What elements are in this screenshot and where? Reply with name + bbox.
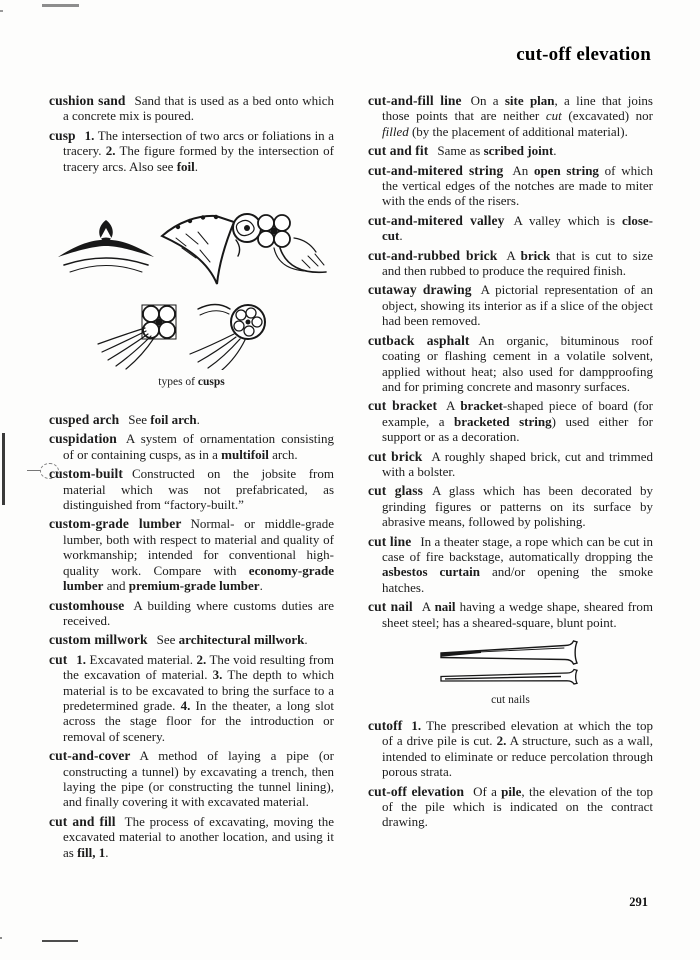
scan-speck [0,10,3,12]
dictionary-entry: cut nail A nail having a wedge shape, sheared from sheet steel; has a sheared-square, blunt point. [368,599,654,630]
dictionary-entry: cut-and-rubbed brick A brick that is cut to size and then rubbed to produce the required finish. [368,247,653,279]
entry-term: cut bracket [368,398,438,414]
entry-term: cut nail [368,599,413,615]
dictionary-entry: custom millwork See architectural millwork. [49,632,308,648]
cut-nails-illustration [369,640,653,688]
page-number: 291 [629,895,648,909]
dictionary-entry: cuspidation A system of ornamentation consisting of or containing cusps, as in a multifoil arch. [49,431,334,462]
pencil-annotation-circle [40,463,59,479]
entry-term: cushion sand [49,93,126,108]
entry-term: cut-and-rubbed brick [368,247,498,263]
dictionary-entry: customhouse A building where customs duties are received. [49,597,334,628]
dictionary-entry: cut-and-mitered valley A valley which is close-cut. [368,212,653,244]
pencil-annotation-dash [27,470,40,471]
dictionary-entry: cut and fill The process of excavating, moving the excavated material to another location, and using it as fill, 1. [49,813,335,860]
scan-mark-bottom [42,940,78,942]
dictionary-entry: cut-off elevation Of a pile, the elevation of the top of the pile which is indicated on the contract drawing. [368,783,653,830]
entry-term: cut [49,651,68,667]
dictionary-entry: cut brick A roughly shaped brick, cut and trimmed with a bolster. [368,448,653,479]
entry-term: cut brick [368,448,423,464]
entry-term: cut and fill [49,813,116,829]
entry-term: cut-and-mitered valley [368,212,505,228]
dictionary-entry: cut and fit Same as scribed joint. [368,143,557,159]
cusps-figure [49,210,334,388]
entry-term: cutaway drawing [368,282,472,298]
dictionary-entry: custom-built Constructed on the jobsite from material which was not prefabricated, as distinguished from “factory-built.” [49,466,334,513]
entry-term: cut line [368,533,412,549]
types-of-cusps-illustration [50,210,334,370]
dictionary-entry: cutback asphalt An organic, bituminous roof coating or flashing cement in a volatile solvent, applied without heat; also used for dampproofing and for priming concrete and masonry surfaces. [368,332,653,394]
entry-term: custom millwork [49,632,148,648]
entry-term: custom-grade lumber [49,516,182,532]
entry-term: cutback asphalt [368,332,470,348]
dictionary-entry: cutoff 1. The prescribed elevation at which the top of a drive pile is cut. 2. A structure, such as a wall, intended to eliminate or reduce percolation through porous strata. [368,718,654,780]
dictionary-entry: cut glass A glass which has been decorated by grinding figures or patterns on its surface by abrasive means, followed by polishing. [368,483,653,530]
entry-term: cutoff [368,718,403,733]
running-head: cut-off elevation [516,44,651,65]
dictionary-entry: cut-and-cover A method of laying a pipe (or constructing a tunnel) by excavating a trench, then laying the pipe (or constructing the tunnel lining), and finally covering it with excavated material. [49,748,334,810]
entry-term: cut-off elevation [368,783,465,799]
dictionary-entry: cusped arch See foil arch. [49,412,200,428]
entry-term: cuspidation [49,431,117,447]
entry-term: cusped arch [49,412,120,428]
figure-caption: cut nails [491,694,530,706]
dictionary-entry: cusp 1. The intersection of two arcs or foliations in a tracery. 2. The figure formed by the intersection of tracery arcs. Also see foil. [49,127,334,174]
nails-figure [368,640,653,706]
dictionary-entry: cut line In a theater stage, a rope which can be cut in case of fire backstage, automatically dropping the asbestos curtain and/or opening the smoke hatches. [368,533,653,595]
entry-term: cut-and-fill line [368,93,462,108]
dictionary-entry: cut 1. Excavated material. 2. The void resulting from the excavation of material. 3. The depth to which material is to be excavated to bring the surface to a predetermined grade. 4. In the theater, a long slot across the stage floor for the introduction or removal of scenery. [49,651,334,744]
figure-caption: types of cusps [158,376,225,389]
entry-term: cusp [49,127,76,143]
dictionary-entry: cutaway drawing A pictorial representation of an object, showing its interior as if a slice of the object had been removed. [368,282,653,329]
scan-mark-top [42,4,79,7]
entry-term: cut glass [368,483,423,499]
dictionary-entry: cut-and-fill line On a site plan, a line that joins those points that are neither cut (excavated) nor filled (by the placement of additional material). [368,93,653,139]
scan-edge-bar [2,433,5,505]
dictionary-entry: custom-grade lumber Normal- or middle-grade lumber, both with respect to material and quality of workmanship; intended for conventional high-quality work. Compare with economy-grade lumber and premium-grade lumber. [49,516,334,594]
entry-term: custom-built [49,466,123,482]
dictionary-entry: cut bracket A bracket-shaped piece of board (for example, a bracketed string) used either for support or as a decoration. [368,398,654,445]
entry-term: cut and fit [368,143,429,159]
entry-term: cut-and-mitered string [368,162,504,178]
dictionary-entry: cushion sand Sand that is used as a bed onto which a concrete mix is poured. [49,93,334,124]
left-column [49,93,334,864]
entry-term: cut-and-cover [49,748,131,764]
dictionary-entry: cut-and-mitered string An open string of which the vertical edges of the notches are made to miter with the ends of the risers. [368,162,654,209]
right-column [368,93,653,834]
scan-speck [0,937,2,939]
entry-term: customhouse [49,597,125,613]
